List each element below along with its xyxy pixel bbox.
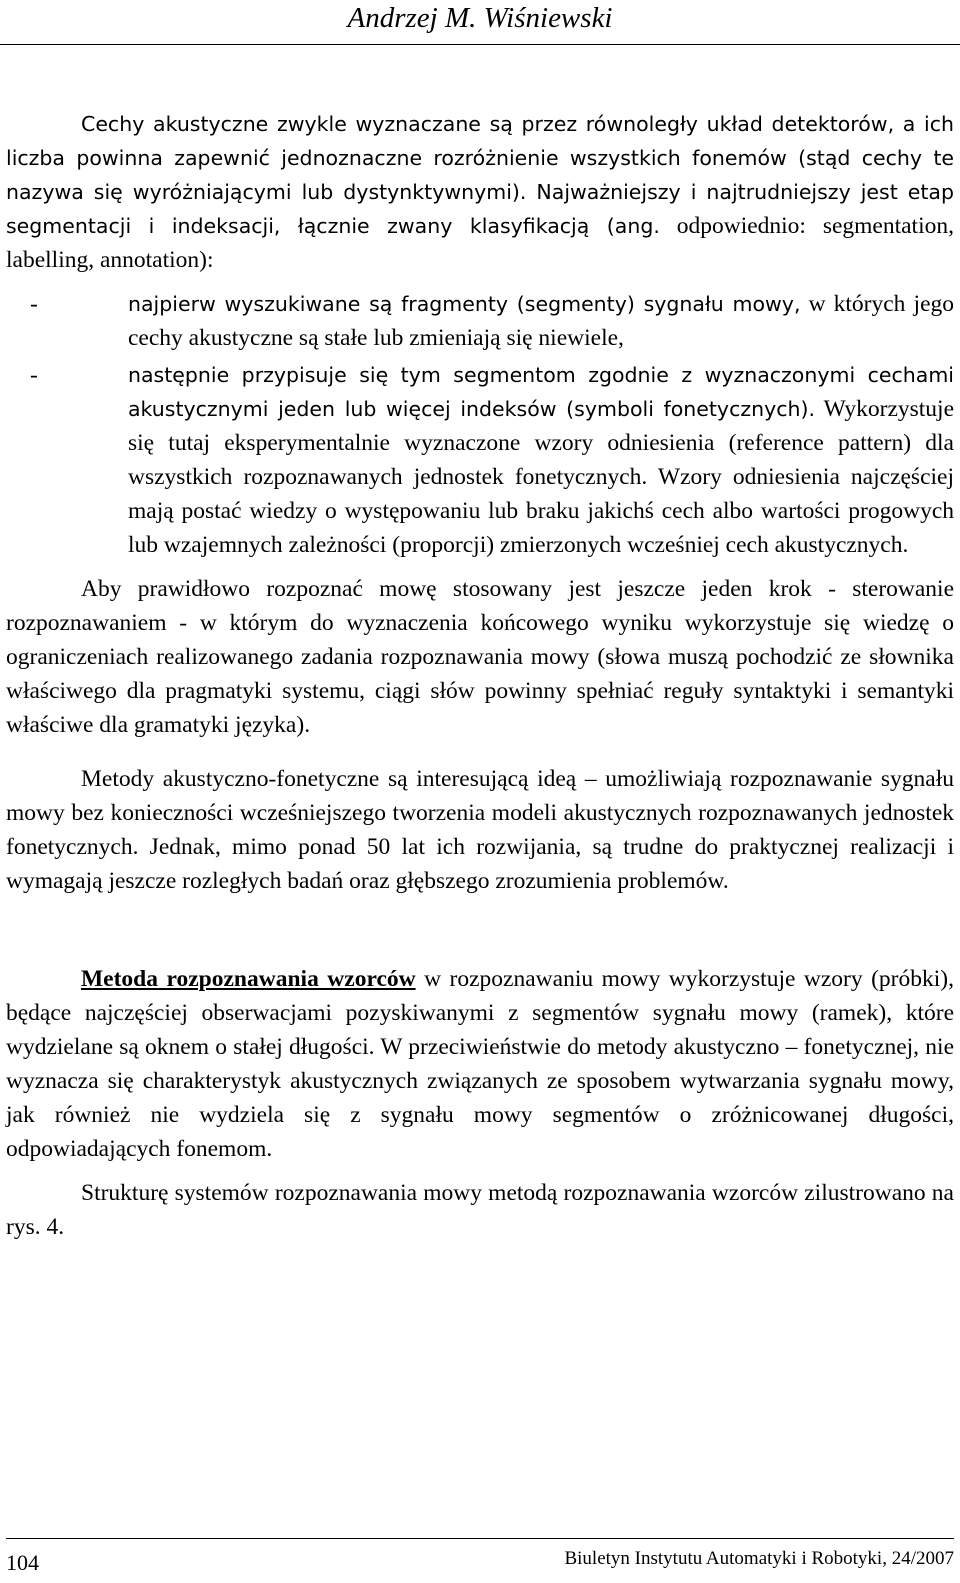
list-item: [6, 358, 954, 562]
classification-steps-list: [6, 287, 954, 562]
page-number: 104: [6, 1550, 39, 1575]
page-header: [0, 0, 960, 34]
article-body: [6, 107, 954, 1244]
footer-divider: [6, 1538, 954, 1539]
paragraph-body-text: w rozpoznawaniu mowy wykorzystuje wzory (próbki), będące najczęściej obserwacjami pozyskiwanymi z segmentów sygnału mowy (ramek), które wydzielane są oknem o stałej długości. W przeciwieństwie do metody akustyczno – fonetycznej, nie wyznacza się charakterystyk akustycznych związanych ze sposobem wytwarzania sygnału mowy, jak również nie wydziela się z sygnału mowy segmentów o zróżnicowanej długości, odpowiadających fonemom.: [6, 966, 954, 1162]
paragraph-sans-segment: Cechy akustyczne zwykle wyznaczane są przez równoległy układ detektorów, a ich liczba powinna zapewnić jednoznaczne rozróżnienie wszystkich fonemów (stąd cechy te nazywa się wyróżniającymi lub dystynktywnymi). Najważniejszy i najtrudniejszy jest etap segmentacji i indeksacji, łącznie zwany klasyfikacją (ang.: [6, 112, 954, 238]
paragraph-serif-segment: odpowiednio: segmentation, labelling, annotation):: [6, 213, 954, 273]
section-heading: Metoda rozpoznawania wzorców: [81, 966, 416, 992]
list-item-serif-text: Wykorzystuje się tutaj eksperymentalnie wyznaczone wzory odniesienia (reference pattern) dla wszystkich rozpoznawanych jednostek fonetycznych. Wzory odniesienia najczęściej mają postać wiedzy o występowaniu lub braku jakichś cech albo wartości progowych lub wzajemnych zależności (proporcji) zmierzonych wcześniej cech akustycznych.: [128, 396, 955, 558]
journal-title: Biuletyn Instytutu Automatyki i Robotyki, 24/2007: [564, 1548, 954, 1569]
running-header-author: Andrzej M. Wiśniewski: [347, 2, 613, 34]
paragraph-acoustic-phonetic-methods: Metody akustyczno-fonetyczne są interesującą ideą – umożliwiają rozpoznawanie sygnału mowy bez konieczności wcześniejszego tworzenia modeli akustycznych rozpoznawanych jednostek fonetycznych. Jednak, mimo ponad 50 lat ich rozwijania, są trudne do praktycznej realizacji i wymagają jeszcze rozległych badań oraz głębszego zrozumienia problemów.: [6, 766, 954, 894]
list-item-sans-text: następnie przypisuje się tym segmentom zgodnie z wyznaczonymi cechami akustycznymi jeden lub więcej indeksów (symboli fonetycznych).: [128, 363, 954, 421]
paragraph-recognition-control: Aby prawidłowo rozpoznać mowę stosowany jest jeszcze jeden krok - sterowanie rozpoznawaniem - w którym do wyznaczenia końcowego wyniku wykorzystuje się wiedzę o ograniczeniach realizowanego zadania rozpoznawania mowy (słowa muszą pochodzić ze słownika właściwego dla pragmatyki systemu, ciągi słów powinny spełniać reguły syntaktyki i semantyki właściwe dla gramatyki języka).: [6, 576, 954, 738]
list-item-serif-text: w których jego cechy akustyczne są stałe lub zmieniają się niewiele,: [128, 291, 955, 351]
paragraph-acoustic-features: [6, 107, 954, 277]
paragraph-figure-reference: Strukturę systemów rozpoznawania mowy metodą rozpoznawania wzorców zilustrowano na rys. 4.: [6, 1180, 954, 1240]
list-item-sans-text: najpierw wyszukiwane są fragmenty (segmenty) sygnału mowy,: [128, 292, 801, 316]
header-divider: [0, 44, 960, 45]
list-dash: -: [30, 362, 38, 388]
paragraph-pattern-recognition: [6, 962, 954, 1166]
list-item: [6, 287, 954, 355]
list-dash: -: [30, 291, 38, 317]
